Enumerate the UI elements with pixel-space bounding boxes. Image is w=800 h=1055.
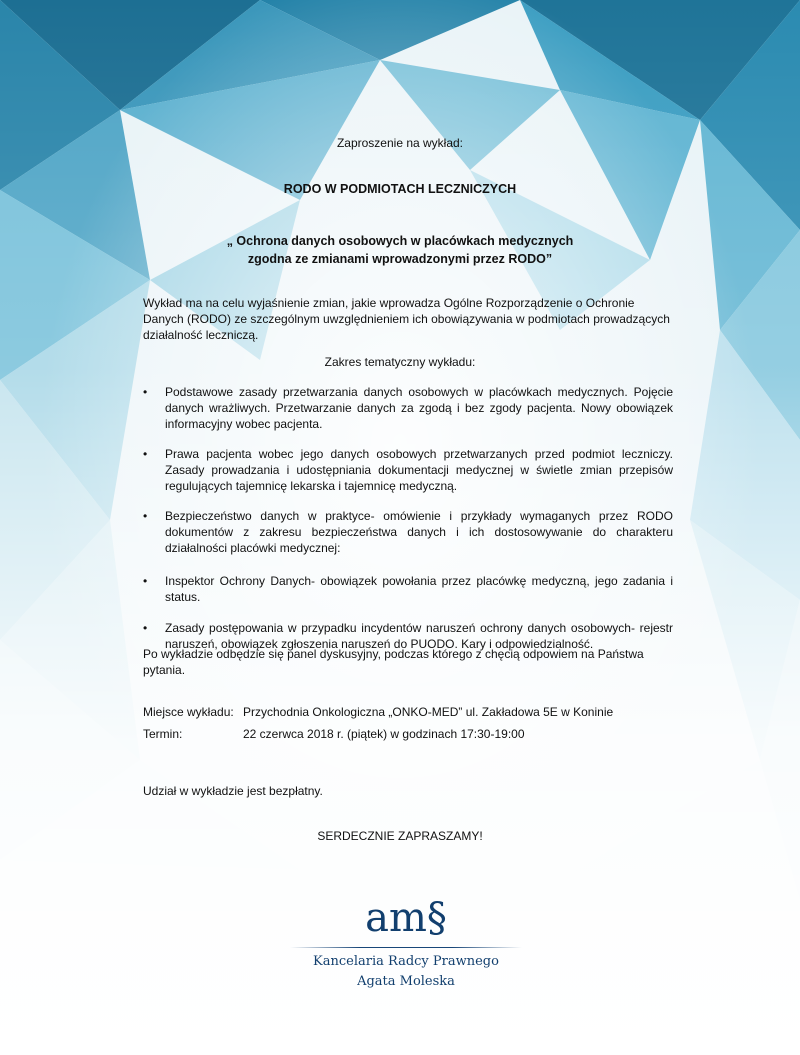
scope-heading: Zakres tematyczny wykładu: (324, 355, 476, 369)
bullet-icon: • (143, 385, 148, 399)
list-item-text: Inspektor Ochrony Danych- obowiązek powołania przez placówkę medyczną, jego zadania i status. (165, 574, 673, 604)
lecture-title: RODO W PODMIOTACH LECZNICZYCH (283, 182, 517, 196)
list-item (143, 384, 673, 432)
discussion-note: Po wykładzie odbędzie się panel dyskusyjny, podczas którego z chęcią odpowiem na Państwa pytania. (143, 647, 644, 677)
list-item (143, 573, 673, 605)
list-item-text: Prawa pacjenta wobec jego danych osobowych przetwarzanych przed podmiot leczniczy. Zasady prowadzania i udostępniania dokumentacji medycznej w świetle zmian przepisów regulujących tajemnicę lekarska i tajemnicę medyczną. (165, 447, 673, 493)
list-item-text: Podstawowe zasady przetwarzania danych osobowych w placówkach medycznych. Pojęcie danych wrażliwych. Przetwarzanie danych za zgodą i bez zgody pacjenta. Nowy obowiązek informacyjny wobec pacjenta. (165, 385, 673, 431)
term-value: 22 czerwca 2018 r. (piątek) w godzinach 17:30-19:00 (243, 727, 525, 741)
logo-person-name: Agata Moleska (357, 974, 455, 989)
logo-firm-name: Kancelaria Radcy Prawnego (313, 954, 499, 969)
place-label: Miejsce wykładu: (143, 705, 234, 719)
list-item-text: Bezpieczeństwo danych w praktyce- omówienie i przykłady wymaganych przez RODO dokumentów z zakresu bezpieczeństwa danych i ich dostosowywanie do charakteru działalności placówki medycznej: (165, 509, 673, 555)
invitation-intro: Zaproszenie na wykład: (336, 136, 464, 150)
logo-mark: am§ (365, 895, 447, 941)
term-label: Termin: (143, 727, 183, 741)
list-item (143, 446, 673, 494)
subtitle-line-2: zgodna ze zmianami wprowadzonymi przez RODO” (247, 252, 553, 266)
bullet-icon: • (143, 621, 148, 635)
topic-list (143, 384, 673, 652)
list-item-text: Zasady postępowania w przypadku incydentów naruszeń ochrony danych osobowych- rejestr naruszeń, obowiązek zgłoszenia naruszeń do PUODO. Kary i odpowiedzialność. (165, 621, 673, 651)
bullet-icon: • (143, 447, 148, 461)
law-firm-logo (286, 888, 526, 998)
list-item (143, 508, 673, 556)
welcome-text: SERDECZNIE ZAPRASZAMY! (317, 829, 483, 843)
free-entry-note: Udział w wykładzie jest bezpłatny. (143, 784, 323, 798)
lecture-description: Wykład ma na celu wyjaśnienie zmian, jakie wprowadza Ogólne Rozporządzenie o Ochronie Danych (RODO) ze szczególnym uwzględnieniem ich obowiązywania w podmiotach prowadzących działalność leczniczą. (143, 296, 670, 342)
place-value: Przychodnia Onkologiczna „ONKO-MED” ul. Zakładowa 5E w Koninie (243, 705, 614, 719)
bullet-icon: • (143, 574, 148, 588)
logo-divider (290, 947, 522, 948)
lecture-subtitle (0, 232, 800, 268)
place-row (143, 704, 613, 720)
subtitle-line-1: „ Ochrona danych osobowych w placówkach medycznych (226, 234, 574, 248)
term-row (143, 726, 525, 742)
bullet-icon: • (143, 509, 148, 523)
